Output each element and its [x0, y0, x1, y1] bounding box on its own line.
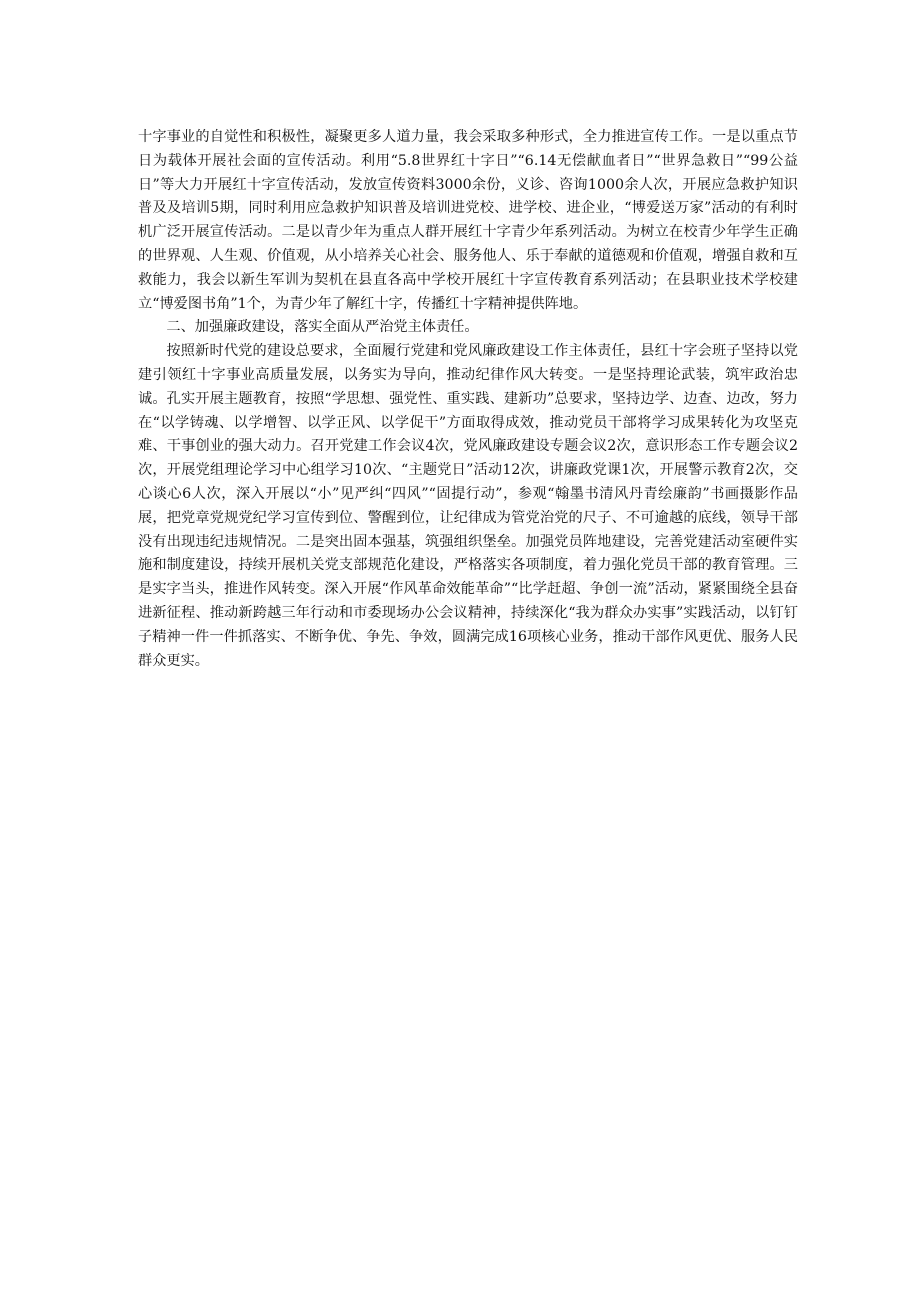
paragraph-publicity-work: 十字事业的自觉性和积极性，凝聚更多人道力量，我会采取多种形式，全力推进宣传工作。一是以重点节日为载体开展社会面的宣传活动。利用“5.8世界红十字日”“6.14无偿献血者日”“世界急救日”“99公益日”等大力开展红十字宣传活动，发放宣传资料3000余份，义诊、咨询1000余人次，开展应急救护知识普及及培训5期，同时利用应急救护知识普及培训进党校、进学校、进企业，“博爱送万家”活动的有利时机广泛开展宣传活动。二是以青少年为重点人群开展红十字青少年系列活动。为树立在校青少年学生正确的世界观、人生观、价值观，从小培养关心社会、服务他人、乐于奉献的道德观和价值观，增强自救和互救能力，我会以新生军训为契机在县直各高中学校开展红十字宣传教育系列活动；在县职业技术学校建立“博爱图书角”1个，为青少年了解红十字，传播红十字精神提供阵地。	[138, 129, 798, 312]
document-page	[138, 126, 798, 673]
section-heading-integrity: 二、加强廉政建设，落实全面从严治党主体责任。	[166, 319, 479, 336]
paragraph-party-building: 按照新时代党的建设总要求，全面履行党建和党风廉政建设工作主体责任，县红十字会班子坚持以党建引领红十字事业高质量发展，以务实为导向，推动纪律作风大转变。一是坚持理论武装，筑牢政治忠诚。孔实开展主题教育，按照“学思想、强党性、重实践、建新功”总要求，坚持边学、边查、边改，努力在“以学铸魂、以学增智、以学正风、以学促干”方面取得成效，推动党员干部将学习成果转化为攻坚克难、干事创业的强大动力。召开党建工作会议4次，党风廉政建设专题会议2次，意识形态工作专题会议2次，开展党组理论学习中心组学习10次、“主题党日”活动12次，讲廉政党课1次，开展警示教育2次，交心谈心6人次，深入开展以“小”见严纠“四风”“固提行动”，参观“翰墨书清风丹青绘廉韵”书画摄影作品展，把党章党规党纪学习宣传到位、警醒到位，让纪律成为管党治党的尺子、不可逾越的底线，领导干部没有出现违纪违规情况。二是突出固本强基，筑强组织堡垒。加强党员阵地建设，完善党建活动室硬件实施和制度建设，持续开展机关党支部规范化建设，严格落实各项制度，着力强化党员干部的教育管理。三是实字当头，推进作风转变。深入开展“作风革命效能革命”“比学赶超、争创一流”活动，紧紧围绕全县奋进新征程、推动新跨越三年行动和市委现场办公会议精神，持续深化“我为群众办实事”实践活动，以钉钉子精神一件一件抓落实、不断争优、争先、争效，圆满完成16项核心业务，推动干部作风更优、服务人民群众更实。	[138, 343, 798, 669]
